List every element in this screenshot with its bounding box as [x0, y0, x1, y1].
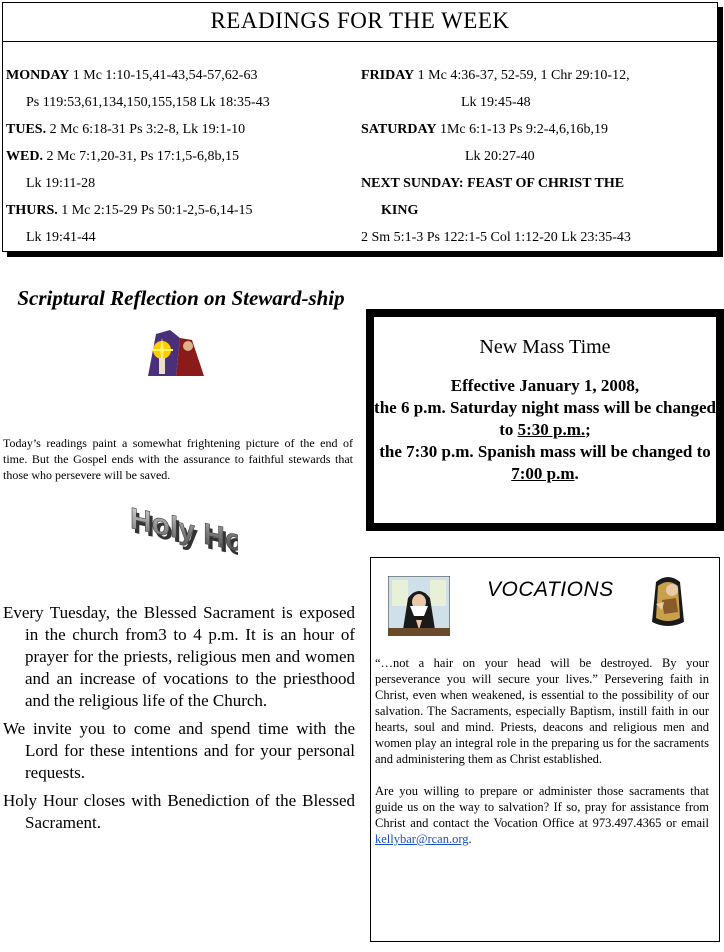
- vocations-body: [375, 655, 709, 863]
- holy-hour-paragraph-2: We invite you to come and spend time with the Lord for these intentions and for your personal requests.: [3, 719, 355, 782]
- reading-saturday-cont: Lk 20:27-40: [465, 149, 535, 164]
- readings-box: [2, 2, 718, 252]
- reading-tuesday: TUES. 2 Mc 6:18-31 Ps 3:2-8, Lk 19:1-10: [6, 122, 246, 137]
- reflection-body: Today’s readings paint a somewhat frightening picture of the end of time. But the Gospel ends with the assurance to faithful stewards that those who persevere will be saved.: [3, 436, 353, 482]
- holy-hour-3d-text-icon: [126, 491, 238, 559]
- reading-next-sunday-texts: 2 Sm 5:1-3 Ps 122:1-5 Col 1:12-20 Lk 23:35-43: [361, 230, 631, 245]
- holy-hour-text: [3, 602, 355, 840]
- praying-priest-icon: [646, 572, 690, 630]
- vocations-paragraph-1: “…not a hair on your head will be destroyed. By your perseverance you will secure your lives.” Persevering faith in Christ, even when weakened, is essential to the possibility of our salvation. The Sacraments, especially Baptism, instill faith in our hearts, soul and mind. Priests, deacons and religious men and women play an integral role in the preparing us for the sacraments and administering them as Christ established.: [375, 656, 709, 766]
- readings-right-column: [361, 62, 717, 251]
- readings-left-column: [6, 62, 356, 251]
- vocations-box: [370, 557, 720, 942]
- vocations-email-link[interactable]: kellybar@rcan.org: [375, 832, 469, 846]
- candle-icon: [146, 328, 206, 380]
- holy-hour-paragraph-3: Holy Hour closes with Benediction of the Blessed Sacrament.: [3, 791, 355, 832]
- svg-text:Holy Hour: Holy Hour: [130, 502, 238, 559]
- mass-spanish-change: the 7:30 p.m. Spanish mass will be changed to 7:00 p.m.: [379, 442, 711, 483]
- mass-announcement: [374, 375, 716, 485]
- reading-wednesday-cont: Lk 19:11-28: [26, 176, 96, 191]
- mass-time-spanish: 7:00 p.m: [511, 464, 575, 483]
- reading-thursday: THURS. 1 Mc 2:15-29 Ps 50:1-2,5-6,14-15: [6, 203, 253, 218]
- vocations-paragraph-2: Are you willing to prepare or administer those sacraments that guide us on the way to salvation? If so, pray for assistance from Christ and contact the Vocation Office at 973.497.4365 or email kellybar@rcan.org.: [375, 784, 709, 846]
- mass-time-saturday: 5:30 p.m.: [517, 420, 586, 439]
- reflection-title: Scriptural Reflection on Steward-ship: [17, 286, 345, 310]
- reading-thursday-cont: Lk 19:41-44: [26, 230, 96, 245]
- reading-friday-cont: Lk 19:45-48: [461, 95, 531, 110]
- svg-text:Holy Hour: Holy Hour: [133, 506, 238, 559]
- mass-heading: New Mass Time: [479, 336, 611, 358]
- mass-effective-date: Effective January 1, 2008,: [450, 376, 640, 395]
- vocations-title: VOCATIONS: [487, 578, 614, 601]
- reading-next-sunday-cont: KING: [381, 203, 419, 218]
- readings-title: READINGS FOR THE WEEK: [3, 3, 717, 42]
- reading-monday-cont: Ps 119:53,61,134,150,155,158 Lk 18:35-43: [26, 95, 270, 110]
- reading-wednesday: WED. 2 Mc 7:1,20-31, Ps 17:1,5-6,8b,15: [6, 149, 239, 164]
- reading-monday: MONDAY 1 Mc 1:10-15,41-43,54-57,62-63: [6, 68, 258, 83]
- reading-friday: FRIDAY 1 Mc 4:36-37, 52-59, 1 Chr 29:10-12,: [361, 68, 630, 83]
- new-mass-time-box: [366, 309, 724, 531]
- reading-saturday: SATURDAY 1Mc 6:1-13 Ps 9:2-4,6,16b,19: [361, 122, 608, 137]
- mass-saturday-change: the 6 p.m. Saturday night mass will be changed to 5:30 p.m.;: [374, 398, 716, 439]
- holy-hour-paragraph-1: Every Tuesday, the Blessed Sacrament is exposed in the church from3 to 4 p.m. It is an hour of prayer for the priests, religious men and women and an increase of vocations to the priesthood and the religious life of the Church.: [3, 603, 355, 710]
- reading-next-sunday: NEXT SUNDAY: FEAST OF CHRIST THE: [361, 176, 625, 191]
- praying-nun-icon: [388, 576, 450, 636]
